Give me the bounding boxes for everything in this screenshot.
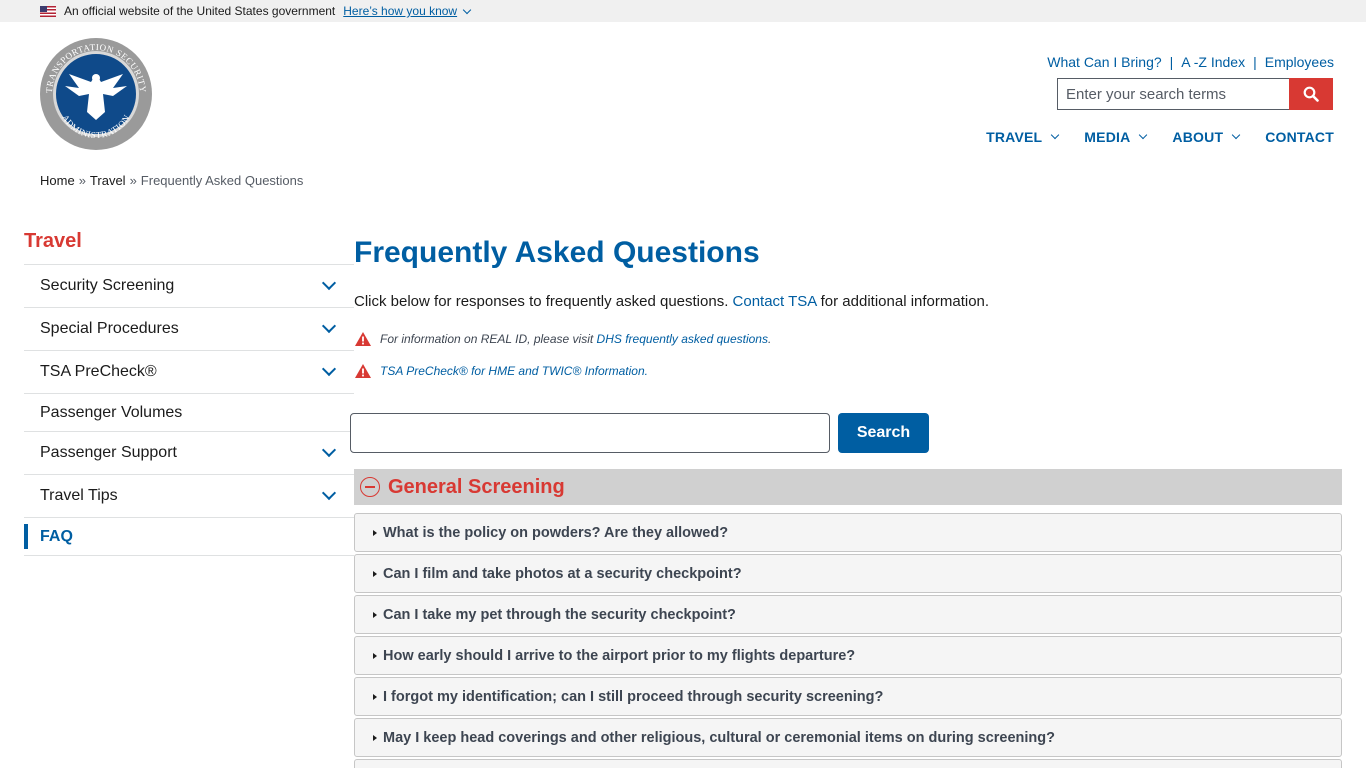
faq-search-input[interactable] [350,413,830,453]
sidebar-item-passenger-volumes[interactable] [24,394,354,432]
faq-search-button[interactable]: Search [838,413,929,453]
alert-text: For information on REAL ID, please visit [380,332,597,346]
separator: | [1253,54,1257,70]
caret-right-icon [373,530,377,536]
chevron-down-icon [1232,131,1240,139]
caret-right-icon [373,694,377,700]
nav-media-label: MEDIA [1084,129,1131,145]
svg-text:ADMINISTRATION: ADMINISTRATION [60,112,132,141]
site-search [1057,78,1333,110]
sidebar-item-label: Special Procedures [40,320,179,337]
site-search-input[interactable] [1057,78,1289,110]
gov-banner [0,0,1366,22]
faq-item[interactable] [354,759,1342,768]
nav-contact[interactable] [1265,129,1334,145]
sidebar-item-label: FAQ [40,527,73,545]
breadcrumb-separator: » [78,173,86,188]
alert-real-id [354,331,771,347]
site-search-button[interactable] [1289,78,1333,110]
search-icon [1303,86,1319,102]
faq-item[interactable] [354,554,1342,593]
employees-link[interactable]: Employees [1264,54,1334,70]
contact-tsa-link[interactable]: Contact TSA [732,293,817,310]
chevron-down-icon[interactable] [322,276,336,290]
sidebar-item-label: TSA PreCheck® [40,363,157,380]
chevron-down-icon [463,5,471,13]
sidebar-item-security-screening[interactable] [24,265,354,308]
gov-banner-text: An official website of the United States government [64,4,336,18]
intro-text [354,293,989,310]
breadcrumb-home[interactable]: Home [40,173,75,188]
nav-travel-label: TRAVEL [986,129,1043,145]
sidebar-title[interactable]: Travel [24,230,354,265]
caret-right-icon [373,571,377,577]
section-title: General Screening [388,475,565,498]
alert-real-id-text [380,332,771,346]
nav-contact-label: CONTACT [1265,129,1334,145]
faq-item[interactable] [354,677,1342,716]
caret-right-icon [373,612,377,618]
sidebar-nav [24,230,354,556]
sidebar-item-label: Passenger Volumes [40,403,183,421]
precheck-hme-twic-link[interactable]: TSA PreCheck® for HME and TWIC® Information. [380,364,648,378]
breadcrumb-travel[interactable]: Travel [89,173,126,188]
caret-right-icon [373,735,377,741]
warning-icon [354,331,372,347]
what-can-i-bring-link[interactable]: What Can I Bring? [1047,54,1162,70]
chevron-down-icon[interactable] [322,362,336,376]
chevron-down-icon [1139,131,1147,139]
breadcrumb [40,173,303,188]
collapse-icon [360,477,380,497]
intro-text-before: Click below for responses to frequently asked questions. [354,293,733,310]
intro-text-after: for additional information. [816,293,990,310]
svg-text:TRANSPORTATION SECURITY: TRANSPORTATION SECURITY [43,41,149,94]
breadcrumb-separator: » [129,173,137,188]
nav-travel[interactable] [986,129,1058,145]
nav-media[interactable] [1084,129,1146,145]
seal-ring-icon [40,38,152,150]
chevron-down-icon[interactable] [322,443,336,457]
faq-question: How early should I arrive to the airport prior to my flights departure? [383,647,856,664]
sidebar-item-special-procedures[interactable] [24,308,354,351]
alert-precheck-hme [354,363,648,379]
faq-question: What is the policy on powders? Are they allowed? [383,524,729,541]
dhs-faq-link[interactable]: DHS frequently asked questions [596,332,768,346]
page-title: Frequently Asked Questions [354,236,760,269]
tsa-seal-logo[interactable] [40,38,152,150]
heres-how-you-know-label: Here’s how you know [343,4,458,18]
alert-text-after: . [767,332,772,346]
main-nav [986,129,1334,145]
sidebar-item-label: Security Screening [40,277,175,294]
faq-question: Can I film and take photos at a security checkpoint? [383,565,742,582]
section-general-screening[interactable] [354,469,1342,505]
faq-question: May I keep head coverings and other religious, cultural or ceremonial items on during screening? [383,729,1055,746]
sidebar-item-faq[interactable] [24,518,354,556]
faq-item[interactable] [354,513,1342,552]
us-flag-icon [40,6,56,17]
faq-item[interactable] [354,718,1342,757]
sidebar-item-tsa-precheck[interactable] [24,351,354,394]
warning-icon [354,363,372,379]
utility-nav [1047,54,1334,70]
nav-about-label: ABOUT [1172,129,1224,145]
nav-about[interactable] [1172,129,1239,145]
sidebar-item-label: Passenger Support [40,444,177,461]
chevron-down-icon[interactable] [322,319,336,333]
caret-right-icon [373,653,377,659]
faq-item[interactable] [354,595,1342,634]
sidebar-item-label: Travel Tips [40,487,118,504]
chevron-down-icon[interactable] [322,486,336,500]
sidebar-item-travel-tips[interactable] [24,475,354,518]
faq-question: I forgot my identification; can I still proceed through security screening? [383,688,884,705]
separator: | [1169,54,1174,70]
faq-item[interactable] [354,636,1342,675]
heres-how-you-know-link[interactable] [343,4,470,18]
faq-list [354,513,1342,768]
sidebar-item-passenger-support[interactable] [24,432,354,475]
a-z-index-link[interactable]: A -Z Index [1181,54,1246,70]
breadcrumb-current: Frequently Asked Questions [140,173,304,188]
faq-question: Can I take my pet through the security checkpoint? [383,606,736,623]
chevron-down-icon [1051,131,1059,139]
